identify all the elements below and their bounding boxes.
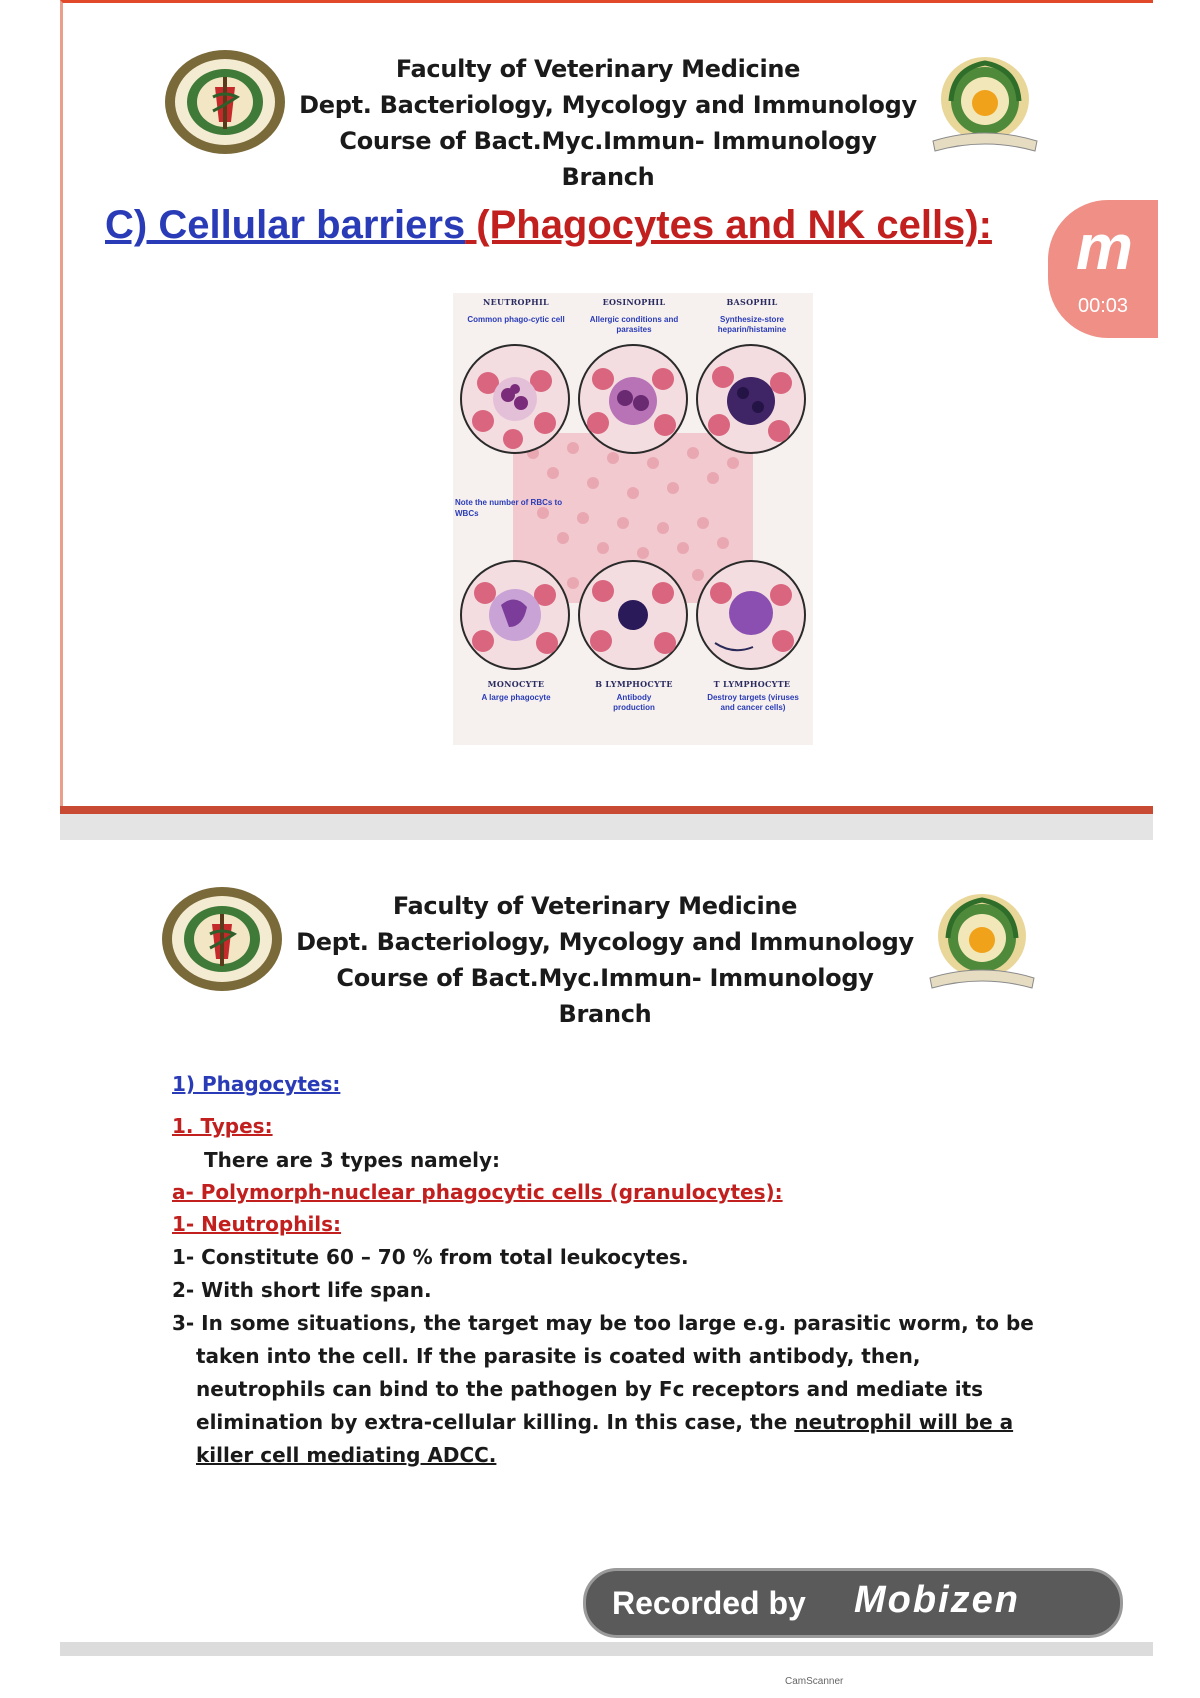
header-faculty: Faculty of Veterinary Medicine [395, 55, 801, 83]
fig-label-eosinophil: EOSINOPHIL [602, 297, 666, 307]
faculty-logo-left [160, 884, 284, 994]
recording-badge[interactable] [1048, 200, 1158, 338]
fig-desc-b-lymphocyte: Antibody production [613, 693, 655, 712]
granulocytes-heading: a- Polymorph-nuclear phagocytic cells (granulocytes): [172, 1180, 783, 1204]
fig-label-b-lymphocyte: B LYMPHOCYTE [595, 679, 673, 689]
point-3-line-3: neutrophils can bind to the pathogen by Fc receptors and mediate its [196, 1377, 984, 1401]
fig-label-monocyte: MONOCYTE [487, 679, 545, 689]
section-phagocytes: 1) Phagocytes: [172, 1072, 341, 1096]
b-lymphocyte-cell [579, 561, 687, 669]
camscanner-footer: CamScanner [785, 1676, 844, 1687]
university-logo-right [923, 49, 1047, 157]
slide-title [105, 203, 992, 248]
fig-desc-t-lymphocyte: Destroy targets (viruses and cancer cells) [707, 693, 799, 712]
header-course: Course of Bact.Myc.Immun- Immunology Branch [339, 127, 877, 191]
header-faculty: Faculty of Veterinary Medicine [392, 892, 798, 920]
point-2: 2- With short life span. [172, 1278, 432, 1302]
slide-1-bottom-bar [60, 806, 1153, 814]
point-1: 1- Constitute 60 – 70 % from total leukocytes. [172, 1245, 689, 1269]
fig-note: Note the number of RBCs to WBCs [455, 498, 563, 518]
point-3-line-4-b: neutrophil will be a [794, 1410, 1014, 1434]
title-blue: C) Cellular barriers [105, 203, 466, 247]
recording-timer: 00:03 [1078, 295, 1129, 317]
fig-desc-basophil: Synthesize-store heparin/histamine [717, 315, 787, 334]
fig-label-neutrophil: NEUTROPHIL [483, 297, 549, 307]
recorded-by-label: Recorded by [612, 1585, 806, 1621]
fig-label-basophil: BASOPHIL [726, 297, 778, 307]
point-3-line-5: killer cell mediating ADCC. [196, 1443, 497, 1467]
mobizen-m-icon: m [1076, 211, 1133, 283]
university-logo-right [920, 886, 1044, 994]
slide-1 [60, 0, 1153, 813]
slide-separator [60, 814, 1153, 840]
header-text [293, 51, 923, 195]
point-3-line-1: 3- In some situations, the target may be too large e.g. parasitic worm, to be [172, 1311, 1034, 1335]
fig-desc-neutrophil: Common phago-cytic cell [467, 315, 565, 324]
point-3-line-4-a: elimination by extra-cellular killing. In this case, the [196, 1410, 795, 1434]
faculty-logo-left [163, 47, 287, 157]
neutrophils-heading: 1- Neutrophils: [172, 1212, 342, 1236]
fig-desc-monocyte: A large phagocyte [481, 693, 551, 702]
header-department: Dept. Bacteriology, Mycology and Immunology [299, 91, 917, 119]
types-intro: There are 3 types namely: [204, 1148, 500, 1172]
slide-header-2 [60, 878, 1150, 1028]
point-3-line-4 [196, 1410, 1013, 1434]
blood-cells-figure [453, 293, 813, 745]
t-lymphocyte-cell [697, 561, 805, 669]
header-department: Dept. Bacteriology, Mycology and Immunology [296, 928, 914, 956]
basophil-cell [697, 345, 805, 453]
title-red: (Phagocytes and NK cells): [465, 203, 992, 247]
fig-label-t-lymphocyte: T LYMPHOCYTE [713, 679, 791, 689]
slide-header [63, 41, 1153, 191]
fig-desc-eosinophil: Allergic conditions and parasites [589, 315, 679, 334]
mobizen-brand: Mobizen [854, 1579, 1020, 1621]
header-course: Course of Bact.Myc.Immun- Immunology Branch [336, 964, 874, 1028]
types-heading: 1. Types: [172, 1114, 273, 1138]
mobizen-watermark [583, 1568, 1123, 1638]
neutrophil-cell [461, 345, 569, 453]
header-text-2 [290, 888, 920, 1032]
point-3-line-2: taken into the cell. If the parasite is coated with antibody, then, [196, 1344, 921, 1368]
slide-2-bottom-bar [60, 1642, 1153, 1656]
eosinophil-cell [579, 345, 687, 453]
monocyte-cell [461, 561, 569, 669]
